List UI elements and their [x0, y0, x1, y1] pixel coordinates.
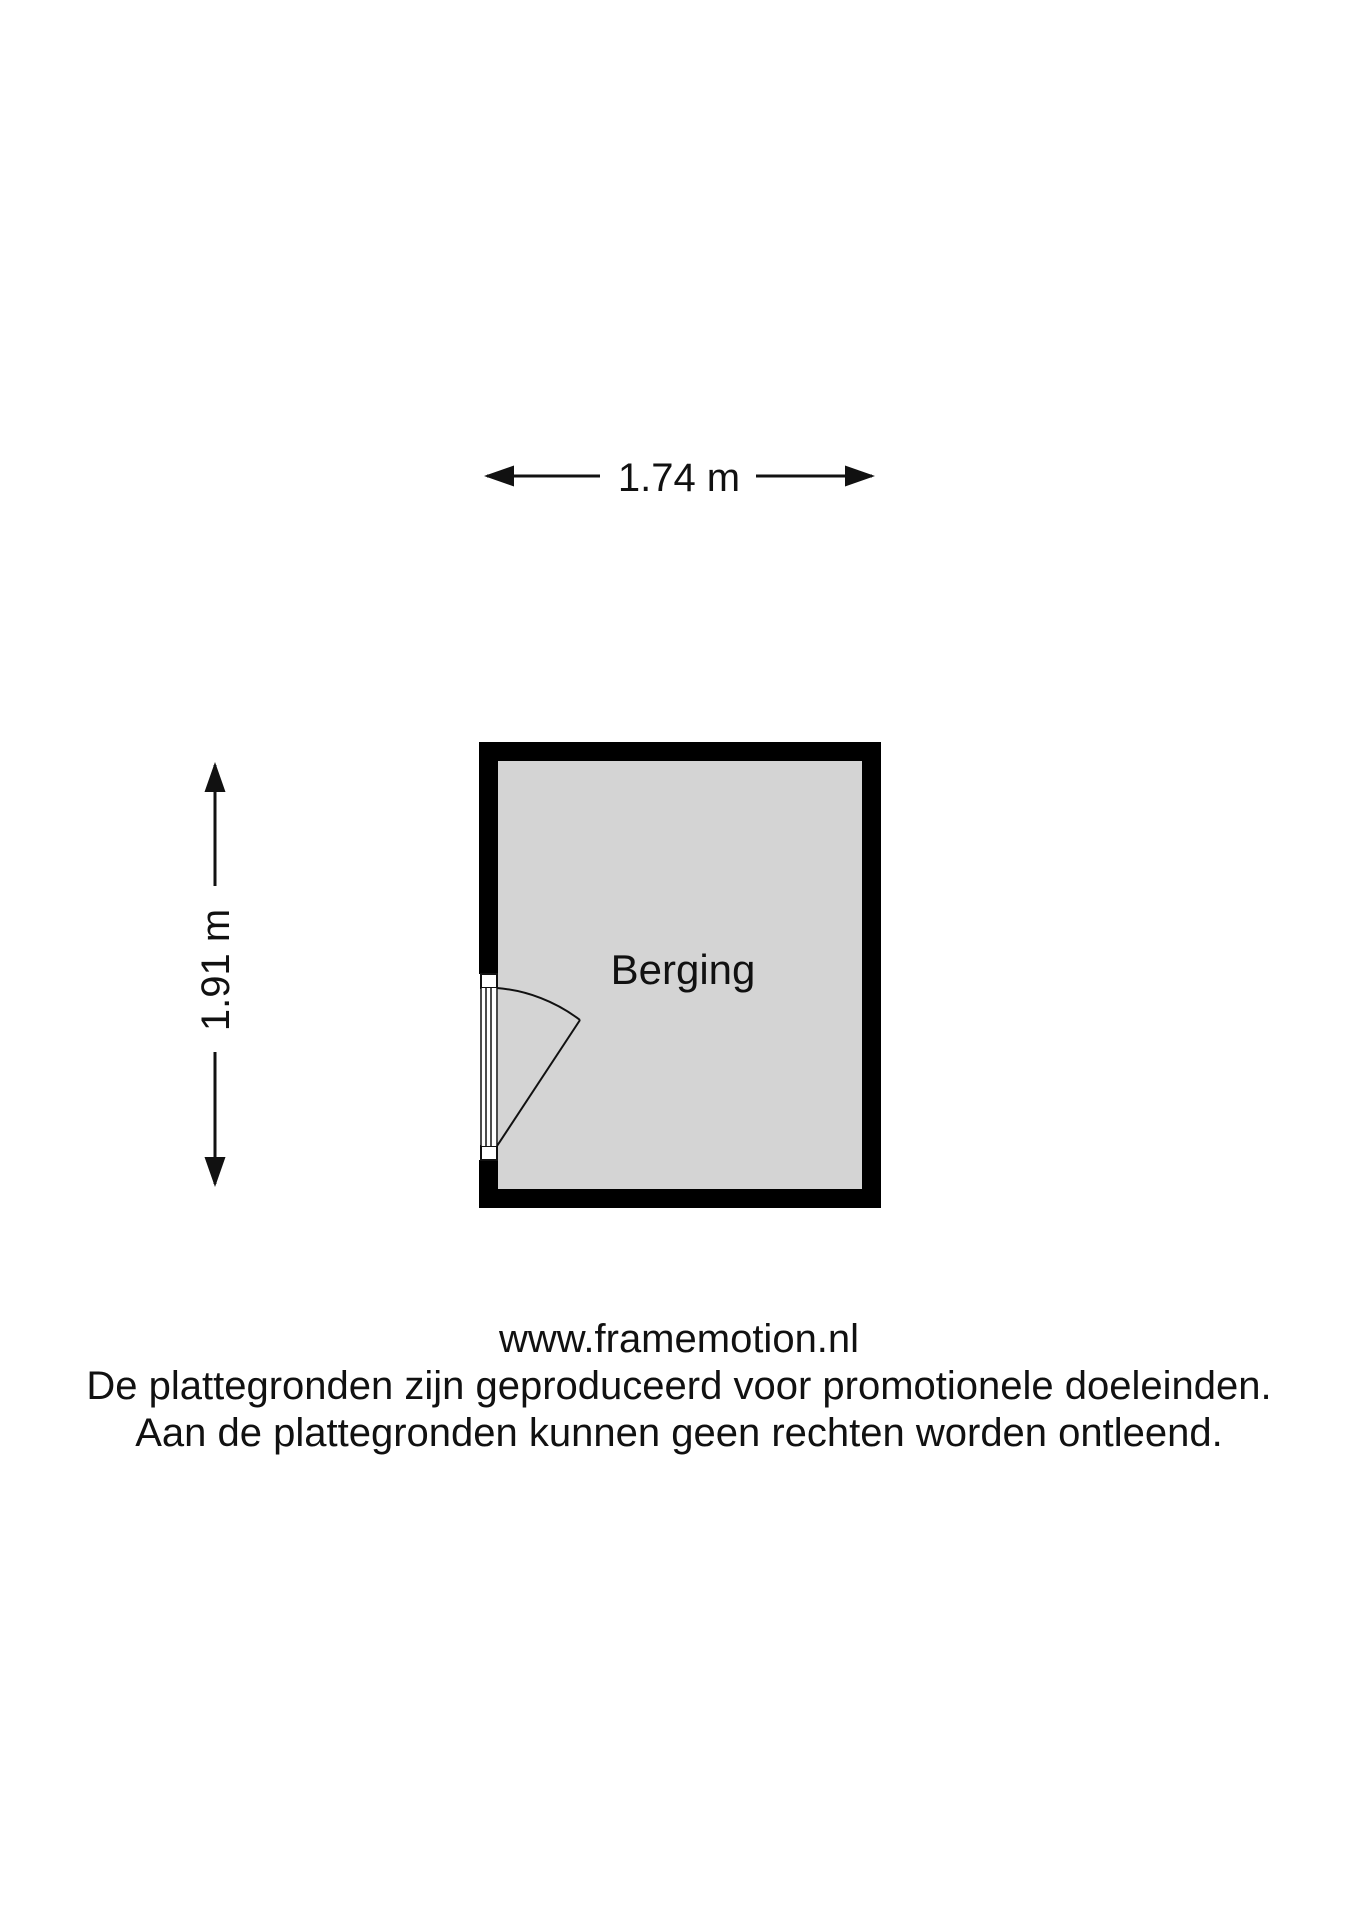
width-dimension: [487, 456, 872, 500]
wall-bottom: [479, 1189, 881, 1208]
door-jamb-top: [481, 974, 497, 988]
room-berging: [479, 742, 881, 1208]
disclaimer-line-1: De plattegronden zijn geproduceerd voor promotionele doeleinden.: [86, 1364, 1272, 1408]
wall-right: [862, 742, 881, 1208]
wall-left-upper: [479, 742, 498, 974]
disclaimer-line-2: Aan de plattegronden kunnen geen rechten worden ontleend.: [135, 1411, 1223, 1455]
room-label: Berging: [610, 946, 756, 993]
wall-left-lower: [479, 1160, 498, 1208]
footer: [0, 1316, 1358, 1457]
width-label: 1.74 m: [617, 456, 741, 500]
door-frame: [481, 988, 497, 1146]
height-dimension: [194, 765, 238, 1184]
wall-top: [479, 742, 881, 761]
height-label: 1.91 m: [194, 908, 238, 1032]
door-jamb-bottom: [481, 1146, 497, 1160]
website-link[interactable]: www.framemotion.nl: [498, 1317, 860, 1361]
